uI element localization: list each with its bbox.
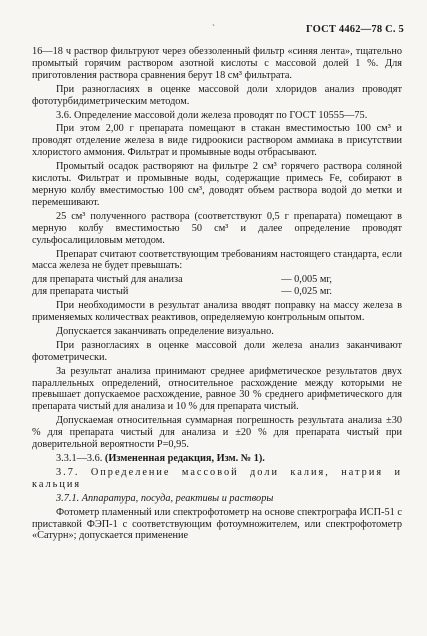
stray-mark: ˋ — [212, 23, 215, 33]
paragraph: Допускаемая относительная суммарная погрешность результата анализа ±30 % для препарата чистый для анализа и ±20 % для препарата чистый при доверительной вероятности P=0,95. — [32, 415, 402, 451]
limit-value: — 0,025 мг. — [281, 286, 332, 298]
limit-label: для препарата чистый — [32, 286, 129, 298]
limit-row — [32, 274, 332, 286]
paragraph: 16—18 ч раствор фильтруют через обеззоленный фильтр «синяя лента», тщательно промытый горячим раствором азотной кислоты с массовой долей 1 %. Для приготовления раствора сравнения берут 18 см³ фильтрата. — [32, 46, 402, 81]
paragraph: При разногласиях в оценке массовой доли железа анализ заканчивают фотометрически. — [32, 339, 402, 363]
paragraph: 25 см³ полученного раствора (соответствуют 0,5 г препарата) помещают в мерную колбу вместимостью 50 см³ и далее определение проводят сульфосалициловым методом. — [32, 210, 402, 246]
paragraph: Промытый осадок растворяют на фильтре 2 см³ горячего раствора соляной кислоты. Фильтрат и промывные воды, содержащие примесь Fe, собирают в мерную колбу вместимостью 100 см³, доводят объем раствора водой до метки и перемешивают. — [32, 161, 402, 208]
paragraph: Фотометр пламенный или спектрофотометр на основе спектрографа ИСП-51 с приставкой ФЭП-1 с соответствующим фотоумножителем, или спектрофотометр «Сатурн»; допускается применение — [32, 506, 402, 542]
revision-prefix: 3.3.1—3.6. — [56, 453, 103, 464]
revision-note — [32, 453, 402, 465]
paragraph: При разногласиях в оценке массовой доли хлоридов анализ проводят фототурбидиметрическим методом. — [32, 83, 402, 107]
limit-row — [32, 286, 332, 298]
limit-label: для препарата чистый для анализа — [32, 274, 183, 286]
section-heading: 3.7. Определение массовой доли калия, натрия и кальция — [32, 466, 402, 490]
paragraph: При этом 2,00 г препарата помещают в стакан вместимостью 100 см³ и проводят отделение железа в виде гидроокиси раствором аммиака в присутствии хлористого аммония. Фильтрат и промывные воды отбрасывают. — [32, 123, 402, 159]
revision-text: (Измененная редакция, Изм. № 1). — [104, 453, 265, 464]
document-body — [32, 46, 402, 544]
paragraph: 3.6. Определение массовой доли железа проводят по ГОСТ 10555—75. — [56, 109, 368, 121]
paragraph: За результат анализа принимают среднее арифметическое результатов двух параллельных определений, относительное расхождение между которыми не превышает допускаемое расхождение, равное 30 % среднего арифметического для препарата чистый для анализа и 10 % для препарата чистый. — [32, 365, 402, 413]
limit-value: — 0,005 мг, — [281, 274, 332, 286]
subsection-heading: 3.7.1. Аппаратура, посуда, реактивы и растворы — [56, 492, 274, 504]
paragraph: Препарат считают соответствующим требованиям настоящего стандарта, если масса железа не будет превышать: — [32, 248, 402, 272]
page-header: ГОСТ 4462—78 С. 5 — [305, 24, 404, 35]
paragraph: Допускается заканчивать определение визуально. — [56, 325, 274, 337]
paragraph: При необходимости в результат анализа вводят поправку на массу железа в применяемых количествах реактивов, определяемую контрольным опытом. — [32, 300, 402, 324]
